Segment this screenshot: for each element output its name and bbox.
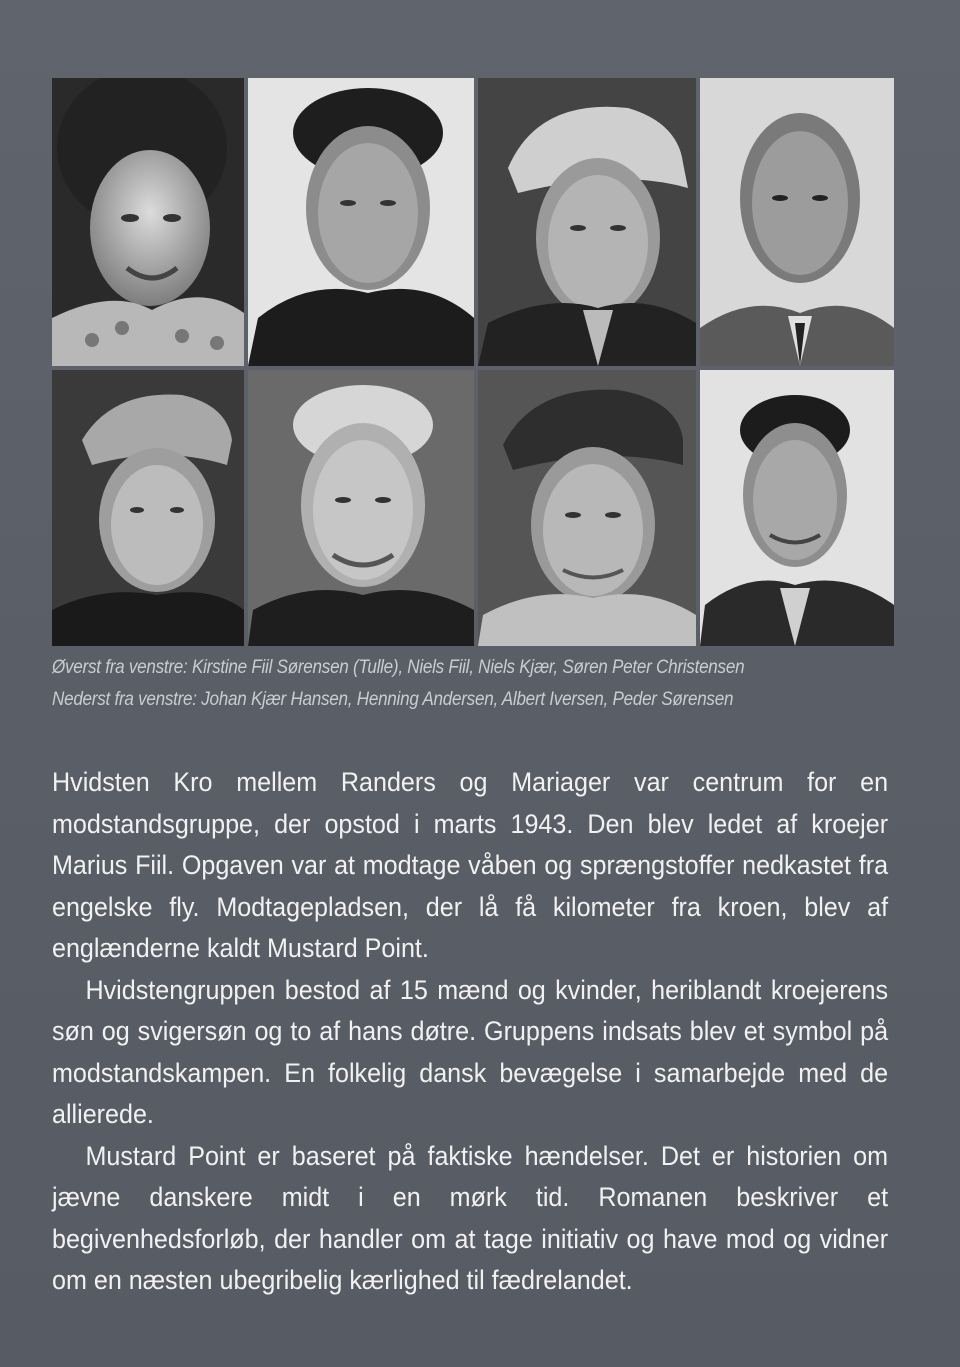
portrait-photo bbox=[478, 370, 696, 646]
blurb-paragraph: Hvidstengruppen bestod af 15 mænd og kvinder, heriblandt kroejerens søn og svigersøn og to af hans døtre. Gruppens indsats blev et symbol på modstandskampen. En folkelig dansk bevægelse i samarbejde med de allierede. bbox=[52, 974, 889, 1129]
portrait-photo bbox=[248, 370, 474, 646]
portrait-photo bbox=[700, 370, 894, 646]
boy-with-cap-portrait-image bbox=[52, 370, 244, 646]
portrait-photo bbox=[52, 78, 244, 366]
smiling-young-man-portrait-image bbox=[248, 370, 474, 646]
older-man-portrait-image bbox=[700, 78, 894, 366]
blurb-text bbox=[52, 762, 888, 1302]
woman-portrait-image bbox=[52, 78, 244, 366]
portrait-photo bbox=[700, 78, 894, 366]
blurb-paragraph: Hvidsten Kro mellem Randers og Mariager var centrum for en modstandsgruppe, der opstod i marts 1943. Den blev ledet af kroejer Marius Fiil. Opgaven var at modtage våben og sprængstoffer nedkastet fra engelske fly. Modtagepladsen, der lå få kilometer fra kroen, blev af englænderne kaldt Mustard Point. bbox=[52, 767, 889, 963]
portrait-photo bbox=[478, 78, 696, 366]
blurb-paragraph: Mustard Point er baseret på faktiske hændelser. Det er historien om jævne danskere midt i en mørk tid. Romanen beskriver et begivenhedsforløb, der handler om at tage initiativ og have mod og vidner om en næsten ubegribelig kærlighed til fædrelandet. bbox=[52, 1140, 889, 1295]
portrait-photo bbox=[248, 78, 474, 366]
man-with-cap-portrait-image bbox=[478, 78, 696, 366]
young-man-portrait-image bbox=[248, 78, 474, 366]
man-looking-down-portrait-image bbox=[700, 370, 894, 646]
caption-bottom-row: Nederst fra venstre: Johan Kjær Hansen, Henning Andersen, Albert Iversen, Peder Sørensen bbox=[52, 689, 734, 710]
man-with-flat-cap-portrait-image bbox=[478, 370, 696, 646]
portrait-photo bbox=[52, 370, 244, 646]
photo-captions bbox=[52, 652, 912, 716]
portrait-grid bbox=[52, 78, 890, 644]
caption-top-row: Øverst fra venstre: Kirstine Fiil Sørensen (Tulle), Niels Fiil, Niels Kjær, Søren Peter Christensen bbox=[52, 657, 745, 678]
